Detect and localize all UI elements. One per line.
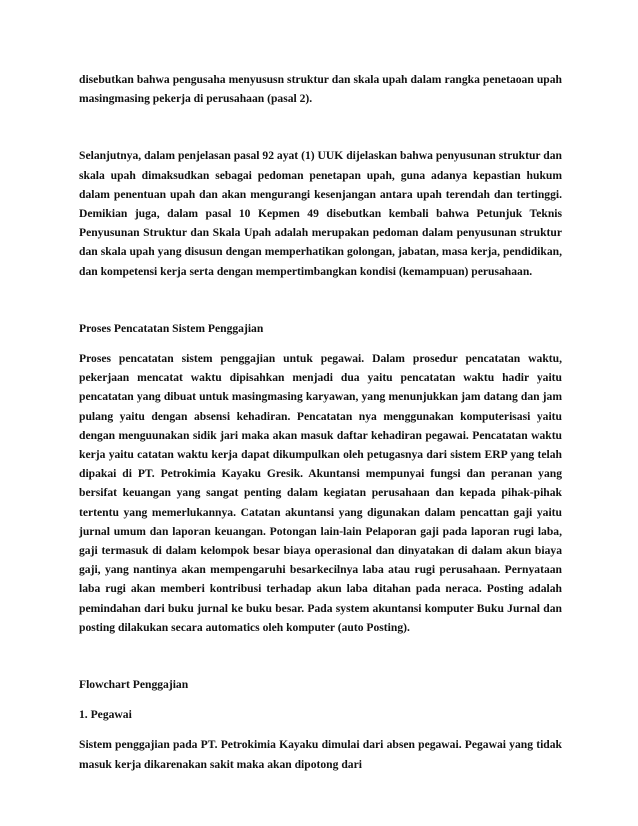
paragraph-intro: disebutkan bahwa pengusaha menyususn struktur dan skala upah dalam rangka penetaoan upah masingmasing pekerja di perusahaan (pasal 2). xyxy=(79,73,562,106)
document-body xyxy=(79,70,562,774)
heading-pegawai: 1. Pegawai xyxy=(79,708,132,722)
paragraph-pegawai: Sistem penggajian pada PT. Petrokimia Kayaku dimulai dari absen pegawai. Pegawai yang tidak masuk kerja dikarenakan sakit maka akan dipotong dari xyxy=(79,738,562,771)
heading-flowchart: Flowchart Penggajian xyxy=(79,678,189,692)
paragraph-penjelasan: Selanjutnya, dalam penjelasan pasal 92 ayat (1) UUK dijelaskan bahwa penyusunan struktur dan skala upah dimaksudkan sebagai pedoman penetapan upah, guna adanya kepastian hukum dalam penentuan upah dan akan mengurangi kesenjangan antara upah terendah dan tertinggi. Demikian juga, dalam pasal 10 Kepmen 49 disebutkan kembali bahwa Petunjuk Teknis Penyusunan Struktur dan Skala Upah adalah merupakan pedoman dalam penyusunan struktur dan skala upah yang disusun dengan memperhatikan golongan, jabatan, masa kerja, pendidikan, dan kompetensi kerja serta dengan mempertimbangkan kondisi (kemampuan) perusahaan. xyxy=(79,149,562,278)
heading-proses-pencatatan: Proses Pencatatan Sistem Penggajian xyxy=(79,321,264,335)
paragraph-proses-pencatatan: Proses pencatatan sistem penggajian untuk pegawai. Dalam prosedur pencatatan waktu, pekerjaan mencatat waktu dipisahkan menjadi dua yaitu pencatatan waktu hadir yaitu pencatatan yang dibuat untuk masingmasing karyawan, yang menunjukkan jam datang dan jam pulang yaitu dengan absensi kehadiran. Pencatatan nya menggunakan komputerisasi yaitu dengan menguunakan sidik jari maka akan masuk daftar kehadiran pegawai. Pencatatan waktu kerja yaitu catatan waktu kerja dapat dikumpulkan oleh petugasnya dari sistem ERP yang telah dipakai di PT. Petrokimia Kayaku Gresik. Akuntansi mempunyai fungsi dan peranan yang bersifat keuangan yang sangat penting dalam kegiatan perusahaan dan kepada pihak-pihak tertentu yang memerlukannya. Catatan akuntansi yang digunakan dalam pencattan gaji yaitu jurnal umum dan laporan keuangan. Potongan lain-lain Pelaporan gaji pada laporan rugi laba, gaji termasuk di dalam kelompok besar biaya operasional dan dinyatakan di dalam akun biaya gaji, yang nantinya akan mempengaruhi besarkecilnya laba atau rugi perusahaan. Pernyataan laba rugi akan memberi kontribusi terhadap akun laba ditahan pada neraca. Posting adalah pemindahan dari buku jurnal ke buku besar. Pada system akuntansi komputer Buku Jurnal dan posting dilakukan secara automatics oleh komputer (auto Posting). xyxy=(79,352,562,634)
